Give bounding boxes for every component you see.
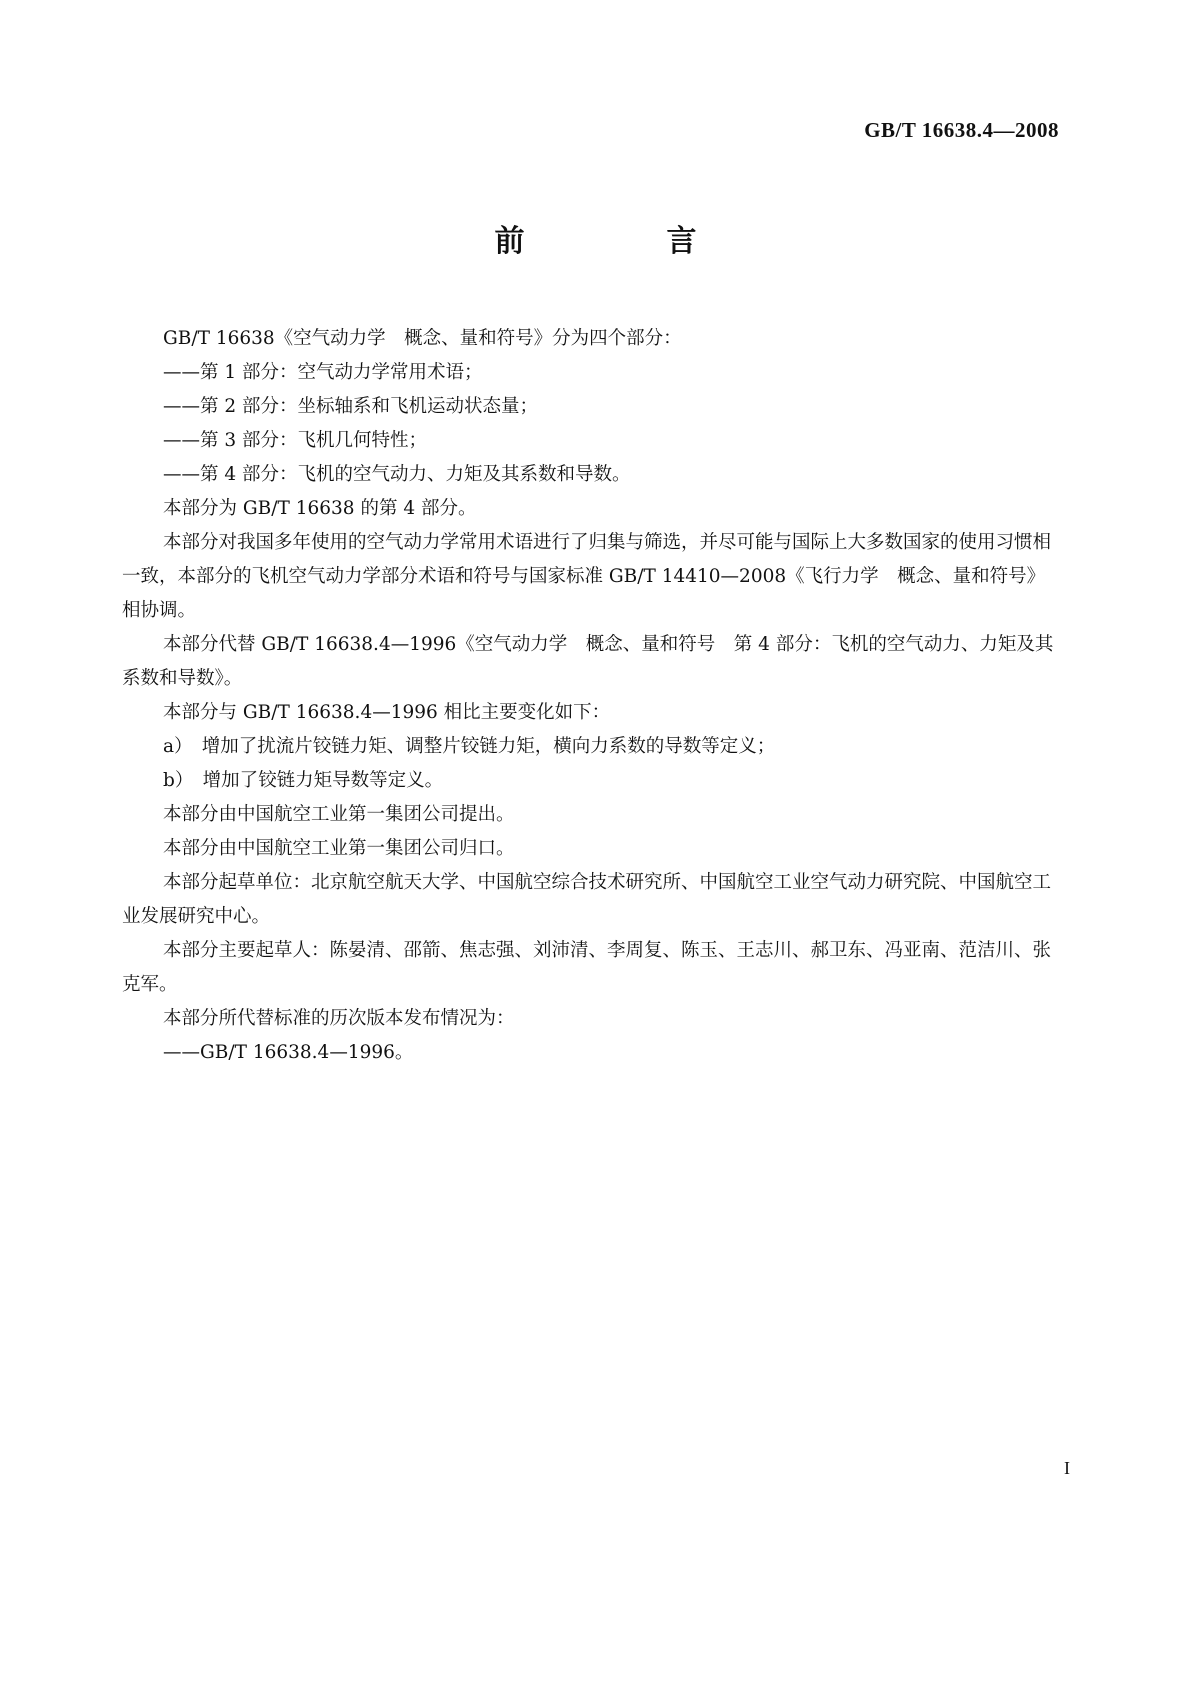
paragraph-history-intro: 本部分所代替标准的历次版本发布情况为：	[163, 1008, 515, 1029]
list-item-part-1: ——第 1 部分：空气动力学常用术语；	[163, 362, 483, 383]
paragraph-intro: GB/T 16638《空气动力学 概念、量和符号》分为四个部分：	[163, 328, 682, 349]
page-number: I	[1064, 1458, 1070, 1478]
standard-number: GB/T 16638.4—2008	[864, 118, 1059, 142]
list-item-change-b: b） 增加了铰链力矩导数等定义。	[163, 770, 444, 791]
page-title: 前 言	[494, 224, 753, 259]
paragraph-drafting-units: 本部分起草单位：北京航空航天大学、中国航空综合技术研究所、中国航空工业空气动力研究院、中国航空工业发展研究中心。	[122, 872, 1052, 927]
list-item-history-version: ——GB/T 16638.4—1996。	[163, 1042, 414, 1063]
paragraph-changes-intro: 本部分与 GB/T 16638.4—1996 相比主要变化如下：	[163, 702, 611, 723]
paragraph-proposed-by: 本部分由中国航空工业第一集团公司提出。	[163, 804, 515, 825]
list-item-part-3: ——第 3 部分：飞机几何特性；	[163, 430, 428, 451]
list-item-part-2: ——第 2 部分：坐标轴系和飞机运动状态量；	[163, 396, 539, 417]
paragraph-centralized-by: 本部分由中国航空工业第一集团公司归口。	[163, 838, 515, 859]
document-body	[122, 322, 1062, 1070]
paragraph-drafters: 本部分主要起草人：陈晏清、邵箭、焦志强、刘沛清、李周复、陈玉、王志川、郝卫东、冯亚南、范洁川、张克军。	[122, 940, 1052, 995]
paragraph-terms-scope: 本部分对我国多年使用的空气动力学常用术语进行了归集与筛选，并尽可能与国际上大多数国家的使用习惯相一致，本部分的飞机空气动力学部分术语和符号与国家标准 GB/T 14410—2008《飞行力学 概念、量和符号》相协调。	[122, 532, 1052, 621]
paragraph-part-statement: 本部分为 GB/T 16638 的第 4 部分。	[163, 498, 477, 519]
paragraph-replaces: 本部分代替 GB/T 16638.4—1996《空气动力学 概念、量和符号 第 4 部分：飞机的空气动力、力矩及其系数和导数》。	[122, 634, 1054, 689]
list-item-part-4: ——第 4 部分：飞机的空气动力、力矩及其系数和导数。	[163, 464, 631, 485]
list-item-change-a: a） 增加了扰流片铰链力矩、调整片铰链力矩，横向力系数的导数等定义；	[163, 736, 776, 757]
